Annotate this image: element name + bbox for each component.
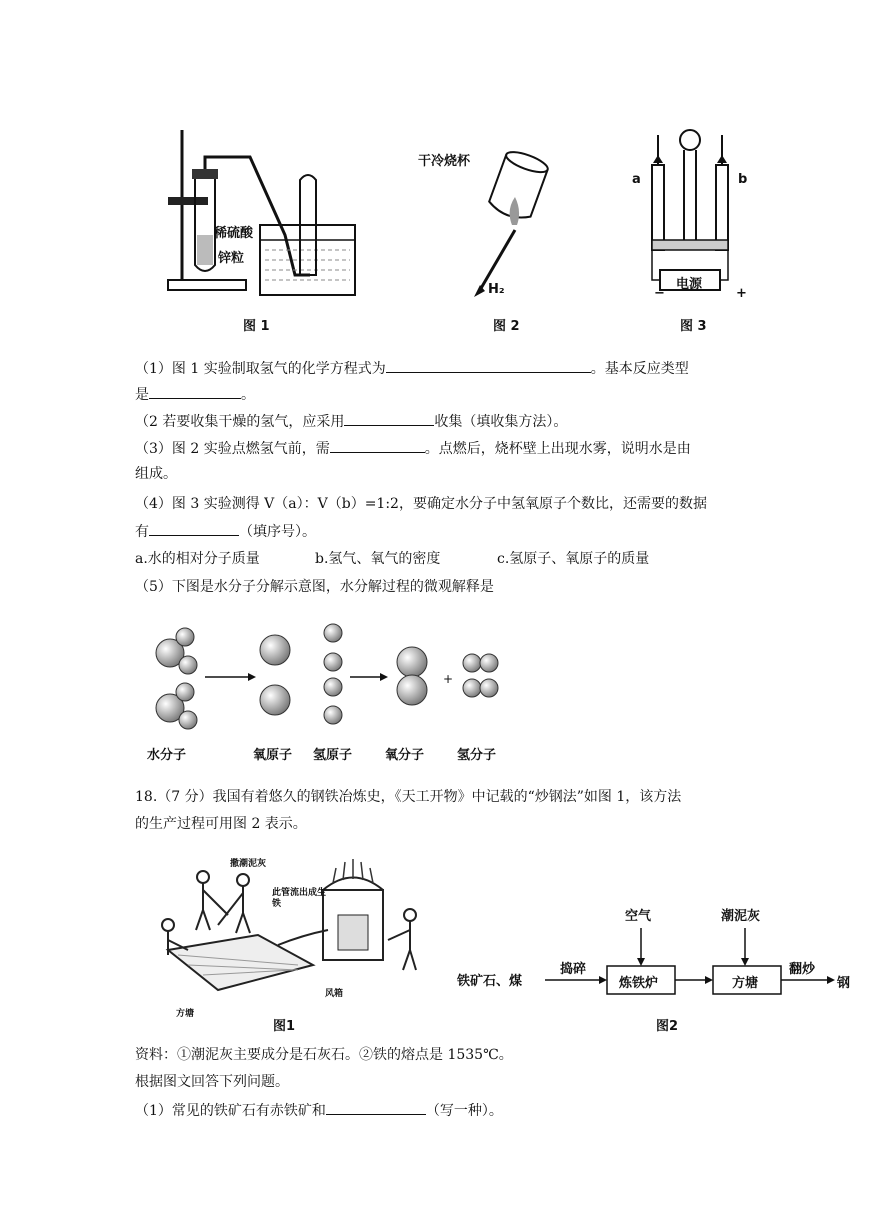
- figure-1-apparatus: [160, 125, 360, 305]
- flow-box-pond: 方塘: [732, 976, 759, 991]
- steelmaking-flow-chart: [455, 900, 855, 1010]
- illus-label-bellows: 风箱: [325, 989, 344, 999]
- answer-blank-data-needed[interactable]: [149, 521, 239, 536]
- q18-fig1-caption: 图1: [273, 1019, 296, 1034]
- label-water-molecule: 水分子: [147, 748, 187, 763]
- fig2-label-h2: H₂: [488, 282, 505, 297]
- q17-part4-line2: 有 （填序号）。: [135, 521, 316, 542]
- q17-part4-options: [135, 549, 649, 569]
- fig3-label-plus: +: [736, 286, 747, 301]
- illus-label-middle: 此管流出成生铁: [272, 888, 327, 909]
- label-oxygen-molecule: 氧分子: [385, 748, 425, 763]
- fig3-label-b: b: [738, 172, 748, 187]
- q17-part1-line2: 是 。: [135, 384, 255, 405]
- q17-part4-line1: （4）图 3 实验测得 V（a）：V（b）=1:2，要确定水分子中氢氧原子个数比，还需要的数据: [135, 496, 707, 512]
- water-decomposition-diagram: [140, 615, 520, 735]
- q18-intro-line1: 18.（7 分）我国有着悠久的钢铁冶炼史，《天工开物》中记载的“炒钢法”如图 1，该方法: [135, 789, 682, 805]
- option-a: a.水的相对分子质量: [135, 551, 260, 567]
- illus-label-pond: 方塘: [176, 1009, 195, 1019]
- fig3-label-power: 电源: [676, 277, 703, 292]
- fig3-caption: 图 3: [680, 319, 707, 334]
- fig2-caption: 图 2: [493, 319, 520, 334]
- figure-2-burning: [460, 145, 570, 305]
- answer-blank-iron-ore[interactable]: [326, 1100, 426, 1115]
- answer-blank-equation[interactable]: [386, 358, 591, 373]
- flow-input: 铁矿石、煤: [457, 974, 523, 989]
- q17-part2: （2 若要收集干燥的氢气，应采用 收集（填收集方法）。: [135, 411, 567, 432]
- flow-step-crush: 捣碎: [560, 962, 587, 977]
- fig3-label-minus: −: [654, 286, 665, 301]
- flow-step-stir: 翻炒: [789, 962, 816, 977]
- flow-lime: 潮泥灰: [721, 909, 761, 924]
- svg-text:+: +: [443, 672, 454, 686]
- answer-blank-collect-method[interactable]: [344, 411, 434, 426]
- answer-blank-before-ignite[interactable]: [330, 438, 425, 453]
- ancient-smelting-illustration: [148, 855, 423, 1015]
- fig3-label-a: a: [632, 172, 641, 187]
- q17-part3-line1: （3）图 2 实验点燃氢气前，需 。点燃后，烧杯壁上出现水雾，说明水是由: [135, 438, 691, 459]
- flow-output: 钢: [837, 976, 851, 991]
- fig1-label-acid: 稀硫酸: [214, 226, 254, 241]
- fig2-label-beaker: 干冷烧杯: [418, 154, 471, 169]
- label-hydrogen-molecule: 氢分子: [457, 748, 497, 763]
- q18-prompt: 根据图文回答下列问题。: [135, 1074, 289, 1090]
- q18-intro-line2: 的生产过程可用图 2 表示。: [135, 816, 307, 832]
- flow-box-furnace: 炼铁炉: [619, 976, 659, 991]
- q18-info: 资料：①潮泥灰主要成分是石灰石。②铁的熔点是 1535℃。: [135, 1047, 513, 1063]
- flow-air: 空气: [625, 909, 652, 924]
- option-c: c.氢原子、氧原子的质量: [497, 551, 650, 567]
- q18-part1: （1）常见的铁矿石有赤铁矿和 （写一种）。: [135, 1100, 503, 1121]
- label-oxygen-atom: 氧原子: [253, 748, 293, 763]
- fig1-caption: 图 1: [243, 319, 270, 334]
- q17-part5: （5）下图是水分子分解示意图，水分解过程的微观解释是: [135, 579, 494, 595]
- q17-part1-line1: （1）图 1 实验制取氢气的化学方程式为 。基本反应类型: [135, 358, 689, 379]
- q18-fig2-caption: 图2: [656, 1019, 679, 1034]
- answer-blank-reaction-type[interactable]: [149, 384, 241, 399]
- fig1-label-zinc: 锌粒: [218, 251, 245, 266]
- option-b: b.氢气、氧气的密度: [315, 551, 441, 567]
- q17-part3-line2: 组成。: [135, 466, 177, 482]
- illus-label-top: 撒潮泥灰: [230, 859, 267, 869]
- label-hydrogen-atom: 氢原子: [313, 748, 353, 763]
